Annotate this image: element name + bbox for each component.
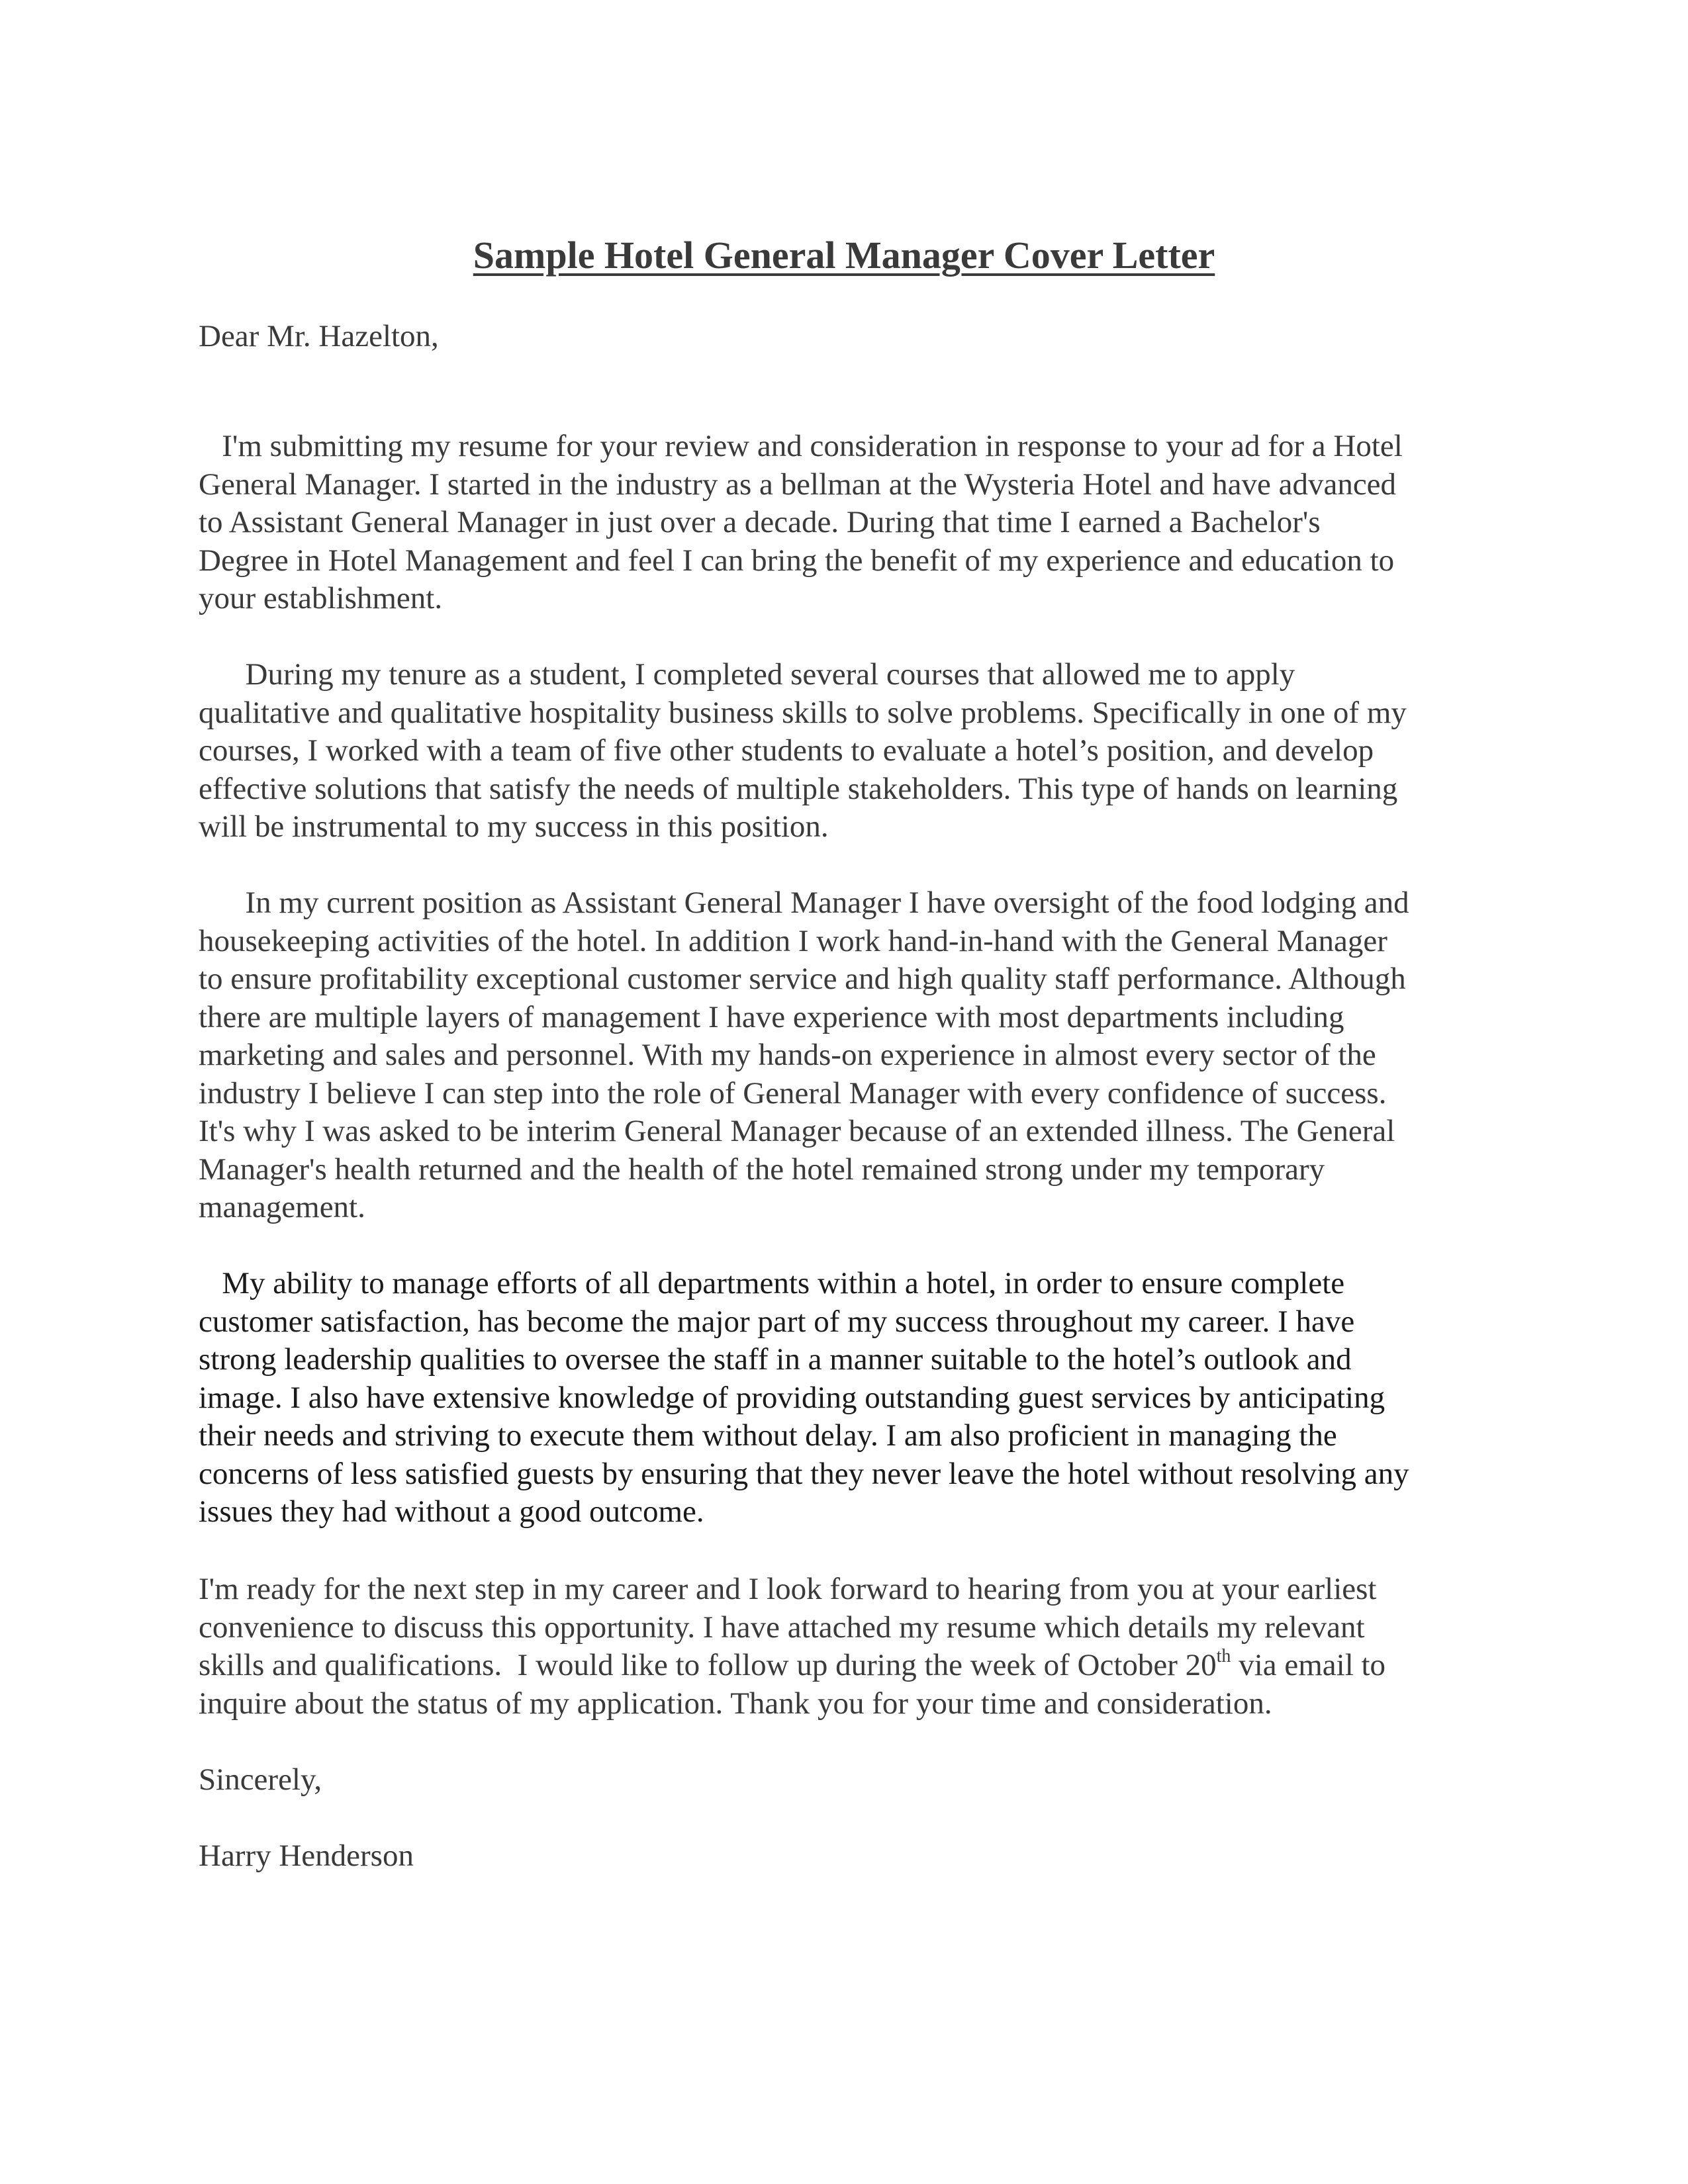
closing: Sincerely,	[199, 1762, 322, 1797]
paragraph-education	[199, 656, 1489, 846]
paragraph-line: your establishment.	[199, 581, 443, 615]
paragraph-line: their needs and striving to execute them without delay. I am also proficient in managing the	[199, 1418, 1337, 1453]
paragraph-line: concerns of less satisfied guests by ensuring that they never leave the hotel without resolving any	[199, 1456, 1409, 1491]
salutation: Dear Mr. Hazelton,	[199, 319, 439, 353]
paragraph-line: image. I also have extensive knowledge of providing outstanding guest services by anticipating	[199, 1380, 1385, 1415]
follow-up-date-text: skills and qualifications. I would like to follow up during the week of October 20	[199, 1648, 1217, 1682]
paragraph-line: It's why I was asked to be interim General Manager because of an extended illness. The General	[199, 1114, 1395, 1148]
paragraph-line: Degree in Hotel Management and feel I can bring the benefit of my experience and education to	[199, 543, 1395, 578]
paragraph-line: I'm submitting my resume for your review and consideration in response to your ad for a Hotel	[199, 429, 1403, 463]
paragraph-line: In my current position as Assistant General Manager I have oversight of the food lodging and	[199, 886, 1409, 920]
signer-name: Harry Henderson	[199, 1839, 414, 1873]
paragraph-line: effective solutions that satisfy the needs of multiple stakeholders. This type of hands on learning	[199, 771, 1398, 806]
paragraph-line: will be instrumental to my success in this position.	[199, 809, 829, 844]
paragraph-introduction	[199, 428, 1489, 618]
paragraph-line: convenience to discuss this opportunity. I have attached my resume which details my relevant	[199, 1610, 1365, 1645]
paragraph-line: During my tenure as a student, I completed several courses that allowed me to apply	[199, 657, 1295, 692]
paragraph-line: there are multiple layers of management I have experience with most departments including	[199, 999, 1344, 1034]
paragraph-line: housekeeping activities of the hotel. In addition I work hand-in-hand with the General Manager	[199, 923, 1387, 958]
follow-up-method-text: via email to	[1231, 1648, 1386, 1682]
paragraph-line: My ability to manage efforts of all departments within a hotel, in order to ensure complete	[199, 1266, 1345, 1300]
paragraph-line: I'm ready for the next step in my career and I look forward to hearing from you at your earliest	[199, 1572, 1377, 1606]
paragraph-follow-up	[199, 1570, 1489, 1723]
paragraph-line: General Manager. I started in the industry as a bellman at the Wysteria Hotel and have advanced	[199, 467, 1397, 502]
paragraph-line: to Assistant General Manager in just over a decade. During that time I earned a Bachelor's	[199, 505, 1321, 539]
paragraph-line: Manager's health returned and the health of the hotel remained strong under my temporary	[199, 1152, 1325, 1187]
paragraph-abilities	[199, 1265, 1489, 1531]
paragraph-line: customer satisfaction, has become the major part of my success throughout my career. I have	[199, 1304, 1355, 1339]
paragraph-line: issues they had without a good outcome.	[199, 1494, 704, 1529]
paragraph-line	[199, 1647, 1489, 1685]
paragraph-line: courses, I worked with a team of five other students to evaluate a hotel’s position, and develop	[199, 733, 1374, 768]
paragraph-line: marketing and sales and personnel. With my hands-on experience in almost every sector of the	[199, 1038, 1376, 1072]
paragraph-line: management.	[199, 1190, 365, 1224]
page-title: Sample Hotel General Manager Cover Letter	[473, 234, 1215, 277]
paragraph-line: to ensure profitability exceptional customer service and high quality staff performance. Although	[199, 962, 1406, 996]
paragraph-line: strong leadership qualities to oversee the staff in a manner suitable to the hotel’s outlook and	[199, 1342, 1352, 1377]
paragraph-line: qualitative and qualitative hospitality business skills to solve problems. Specifically in one of my	[199, 695, 1407, 730]
paragraph-current-position	[199, 884, 1489, 1227]
ordinal-suffix: th	[1216, 1646, 1231, 1666]
paragraph-line: inquire about the status of my application. Thank you for your time and consideration.	[199, 1686, 1272, 1721]
paragraph-line: industry I believe I can step into the role of General Manager with every confidence of success.	[199, 1075, 1387, 1111]
